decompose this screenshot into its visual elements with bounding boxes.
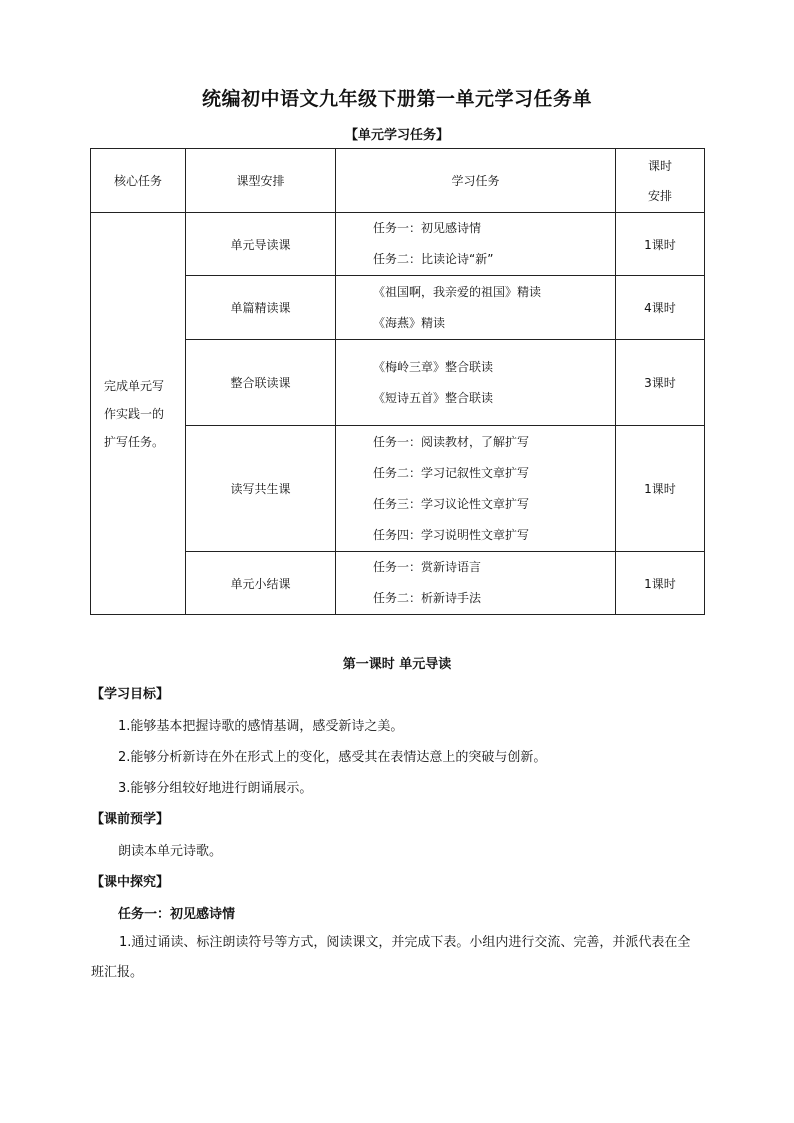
learning-tasks-cell — [336, 213, 616, 276]
hours-cell: 1课时 — [616, 552, 705, 615]
objective-item: 3.能够分组较好地进行朗诵展示。 — [118, 781, 313, 796]
task-line: 任务二：比读论诗“新” — [373, 252, 494, 266]
task-line: 任务四：学习说明性文章扩写 — [373, 527, 530, 542]
hours-cell: 1课时 — [616, 426, 705, 552]
lesson-type-cell: 单篇精读课 — [186, 276, 336, 340]
document-title: 统编初中语文九年级下册第一单元学习任务单 — [201, 88, 592, 110]
lesson-type-cell: 单元导读课 — [186, 213, 336, 276]
task1-paragraph: 1.通过诵读、标注朗读符号等方式，阅读课文，并完成下表。小组内进行交流、完善，并派代表在全班汇报。 — [91, 935, 691, 980]
learning-tasks-cell — [336, 426, 616, 552]
task-line: 《短诗五首》整合联读 — [373, 390, 494, 405]
learning-tasks-cell — [336, 552, 616, 615]
hours-cell: 4课时 — [616, 276, 705, 340]
task-line: 《梅岭三章》整合联读 — [373, 359, 494, 374]
task-line: 任务二：学习记叙性文章扩写 — [373, 465, 530, 480]
header-learning-tasks: 学习任务 — [336, 149, 616, 213]
lesson-type-cell: 单元小结课 — [186, 552, 336, 615]
header-hours-line2: 安排 — [647, 188, 672, 203]
task-line: 任务二：析新诗手法 — [373, 591, 482, 605]
header-lesson-type: 课型安排 — [186, 149, 336, 213]
table-header-row — [91, 149, 705, 213]
explore-heading: 【课中探究】 — [91, 875, 170, 890]
task-line: 任务一：阅读教材，了解扩写 — [373, 434, 530, 449]
task-line: 任务一：初见感诗情 — [373, 221, 482, 235]
lesson-type-cell: 读写共生课 — [186, 426, 336, 552]
objectives-heading: 【学习目标】 — [91, 687, 170, 702]
preview-text: 朗读本单元诗歌。 — [118, 844, 223, 859]
hours-cell: 3课时 — [616, 340, 705, 426]
header-core-task: 核心任务 — [91, 149, 186, 213]
header-hours — [616, 149, 705, 213]
unit-task-table — [90, 148, 705, 615]
preview-heading: 【课前预学】 — [91, 812, 170, 827]
core-task-cell: 完成单元写作实践一的扩写任务。 — [91, 213, 186, 615]
lesson-heading: 第一课时 单元导读 — [342, 657, 452, 672]
task1-title: 任务一：初见感诗情 — [118, 907, 236, 922]
header-hours-line1: 课时 — [647, 158, 672, 173]
task-line: 任务三：学习议论性文章扩写 — [373, 496, 530, 511]
unit-tasks-heading: 【单元学习任务】 — [344, 128, 449, 143]
task-line: 《祖国啊，我亲爱的祖国》精读 — [373, 284, 542, 299]
objective-item: 2.能够分析新诗在外在形式上的变化，感受其在表情达意上的突破与创新。 — [118, 750, 547, 765]
learning-tasks-cell — [336, 340, 616, 426]
task-line: 任务一：赏新诗语言 — [373, 560, 482, 574]
learning-tasks-cell — [336, 276, 616, 340]
table-row — [91, 213, 705, 276]
objective-item: 1.能够基本把握诗歌的感情基调，感受新诗之美。 — [118, 719, 404, 734]
hours-cell: 1课时 — [616, 213, 705, 276]
lesson-type-cell: 整合联读课 — [186, 340, 336, 426]
task-line: 《海燕》精读 — [373, 315, 446, 330]
